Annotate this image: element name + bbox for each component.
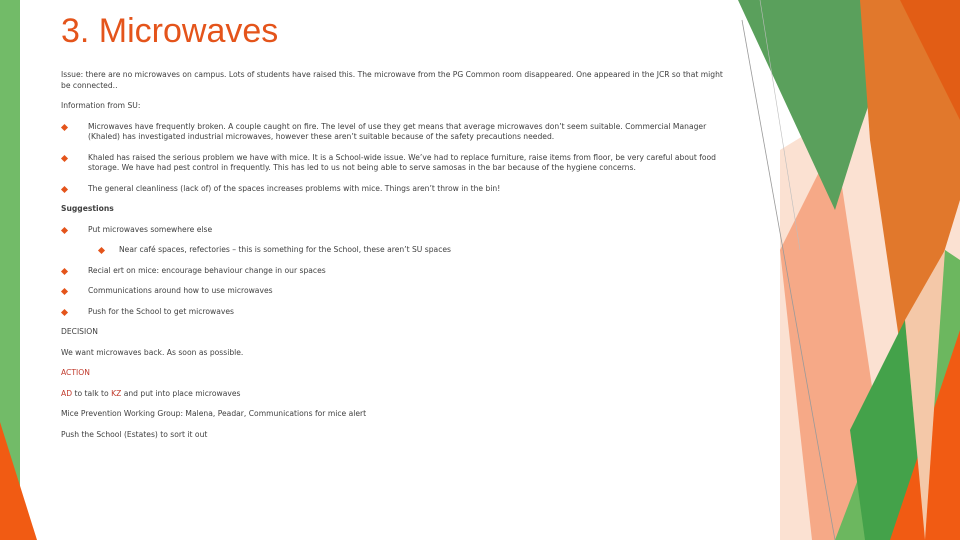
action-item: Mice Prevention Working Group: Malena, Peadar, Communications for mice alert [61, 409, 367, 418]
info-bullet: Microwaves have frequently broken. A couple caught on fire. The level of use they get means that average microwaves don’t seem suitable. Commercial Manager (Khaled) has investigated industrial microwaves, however these aren’t suitable because of the safety precautions needed. [61, 122, 731, 143]
decision-text: We want microwaves back. As soon as possible. [61, 347, 244, 357]
action-heading: ACTION [61, 368, 90, 377]
slide-title: 3. Microwaves [61, 12, 279, 50]
suggestion-item: Recial ert on mice: encourage behaviour change in our spaces [61, 266, 731, 277]
info-heading: Information from SU: [61, 101, 141, 110]
issue-text: Issue: there are no microwaves on campus. Lots of students have raised this. The microwave from the PG Common room disappeared. One appeared in the JCR so that might be connected.. [61, 70, 723, 90]
suggestion-item: Put microwaves somewhere else [61, 225, 731, 236]
action-text: to talk to [72, 388, 112, 398]
action-item: Push the School (Estates) to sort it out [61, 429, 208, 439]
action-text: and put into place microwaves [121, 388, 241, 398]
info-bullet: Khaled has raised the serious problem we have with mice. It is a School-wide issue. We’ve had to replace furniture, raise items from floor, be very careful about food storage. We have had pest control in frequently. This has led to us not being able to serve samosas in the bar because of the hygiene concerns. [61, 153, 731, 174]
slide-body [61, 70, 731, 440]
suggestion-subitem: Near café spaces, refectories – this is something for the School, these aren’t SU spaces [61, 245, 731, 256]
suggestion-item: Push for the School to get microwaves [61, 307, 731, 318]
suggestions-heading: Suggestions [61, 204, 114, 213]
suggestion-item: Communications around how to use microwaves [61, 286, 731, 297]
decision-heading: DECISION [61, 327, 98, 336]
action-owner: AD [61, 388, 73, 398]
action-item [61, 389, 731, 400]
info-bullet: The general cleanliness (lack of) of the spaces increases problems with mice. Things aren’t throw in the bin! [61, 184, 731, 195]
action-contact: KZ [111, 388, 122, 398]
